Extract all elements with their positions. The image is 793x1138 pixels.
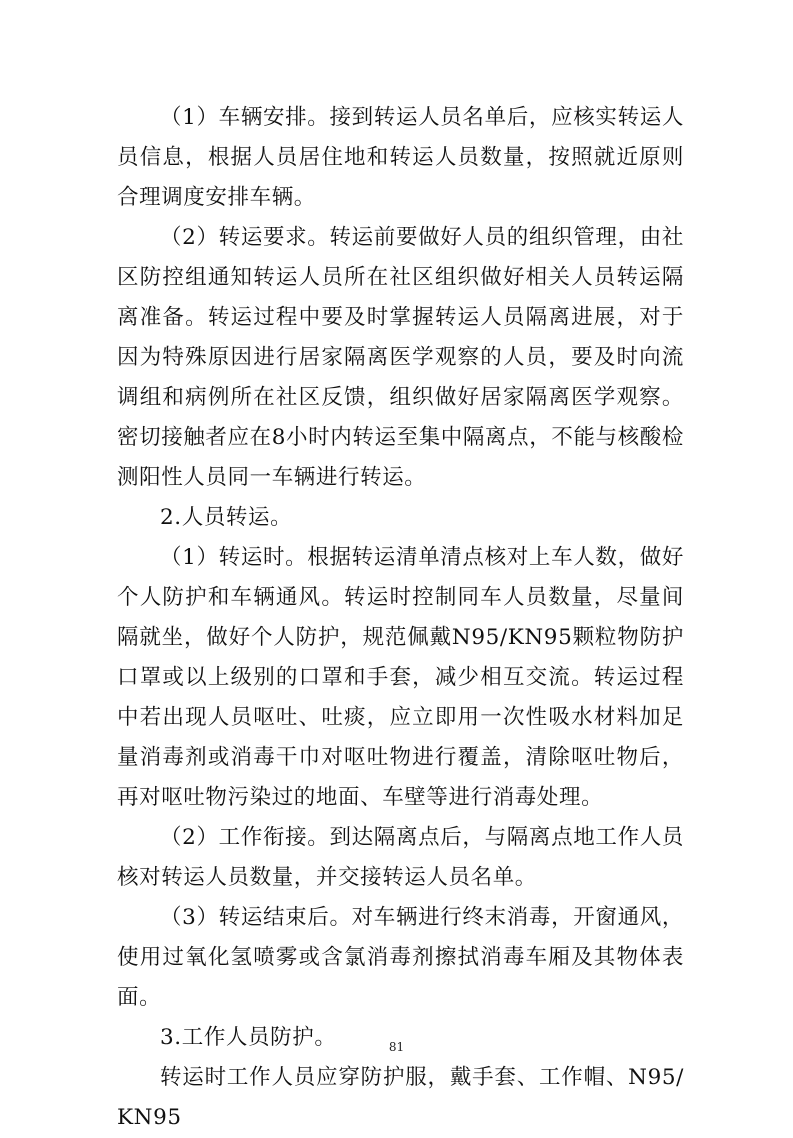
- document-body: [117, 98, 684, 1138]
- paragraph-vehicle-arrangement: （1）车辆安排。接到转运人员名单后，应核实转运人员信息，根据人员居住地和转运人员数量，按照就近原则合理调度安排车辆。: [117, 105, 684, 210]
- paragraph-after-transfer: （3）转运结束后。对车辆进行终末消毒，开窗通风，使用过氧化氢喷雾或含氯消毒剂擦拭消毒车厢及其物体表面。: [117, 905, 684, 1010]
- section-heading-personnel-transfer: 2.人员转运。: [160, 505, 293, 530]
- paragraph-staff-protection: 转运时工作人员应穿防护服，戴手套、工作帽、N95/KN95: [117, 1065, 684, 1130]
- page-number: 81: [388, 1040, 405, 1054]
- paragraph-during-transfer: （1）转运时。根据转运清单清点核对上车人数，做好个人防护和车辆通风。转运时控制同车人员数量，尽量间隔就坐，做好个人防护，规范佩戴N95/KN95颗粒物防护口罩或以上级别的口罩和手套，减少相互交流。转运过程中若出现人员呕吐、吐痰，应立即用一次性吸水材料加足量消毒剂或消毒干巾对呕吐物进行覆盖，清除呕吐物后，再对呕吐物污染过的地面、车壁等进行消毒处理。: [117, 545, 684, 810]
- paragraph-work-handover: （2）工作衔接。到达隔离点后，与隔离点地工作人员核对转运人员数量，并交接转运人员名单。: [117, 825, 684, 890]
- paragraph-transfer-requirements: （2）转运要求。转运前要做好人员的组织管理，由社区防控组通知转运人员所在社区组织做好相关人员转运隔离准备。转运过程中要及时掌握转运人员隔离进展，对于因为特殊原因进行居家隔离医学观察的人员，要及时向流调组和病例所在社区反馈，组织做好居家隔离医学观察。密切接触者应在8小时内转运至集中隔离点，不能与核酸检测阳性人员同一车辆进行转运。: [117, 225, 684, 490]
- section-heading-staff-protection: 3.工作人员防护。: [160, 1025, 337, 1050]
